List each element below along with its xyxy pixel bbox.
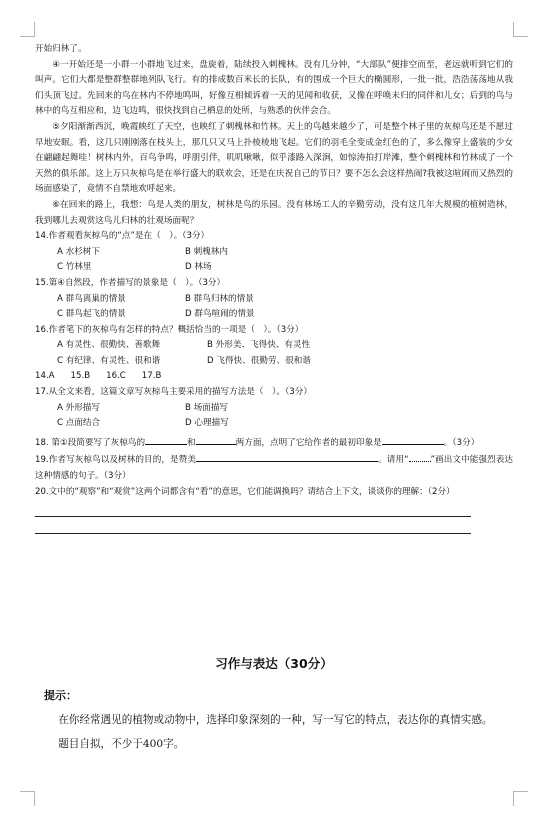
option-14-d[interactable]: D 林场 bbox=[185, 262, 212, 273]
question-18-text-2: 和 bbox=[187, 437, 196, 448]
question-14: 14.作者观看灰椋鸟的“点”是在（ ）。（3分） bbox=[35, 231, 210, 242]
question-18-blank-2[interactable] bbox=[196, 434, 236, 445]
option-15-c[interactable]: C 群鸟起飞的情景 bbox=[57, 309, 126, 320]
essay-section-title: 习作与表达（30分） bbox=[215, 656, 333, 671]
question-18-blank-1[interactable] bbox=[145, 434, 187, 445]
essay-hint-label: 提示： bbox=[44, 689, 77, 702]
question-14-options-row2 bbox=[57, 260, 513, 276]
question-15: 15.第④自然段，作者描写的景象是（ ）。（3分） bbox=[35, 277, 226, 288]
question-18-text-4: 。（3分） bbox=[443, 437, 480, 448]
question-19-text-2: 。请用“ bbox=[378, 455, 409, 466]
essay-instructions bbox=[37, 708, 515, 756]
passage-paragraph-3-end: 开始归林了。 bbox=[35, 44, 87, 54]
question-15-options-row1 bbox=[57, 292, 513, 308]
question-15-options-row2 bbox=[57, 307, 513, 323]
answer-line-1[interactable] bbox=[35, 502, 471, 517]
crop-mark-bottom-right bbox=[513, 791, 528, 806]
option-14-a[interactable]: A 水杉树下 bbox=[57, 246, 100, 257]
reading-section bbox=[35, 42, 513, 534]
passage-paragraph-4: ④一开始还是一小群一小群地飞过来，盘旋着，陆续投入刺槐林。没有几分钟，“大部队”便排空而至，老远就听到它们的叫声。它们大都是整群整群地列队飞行。有的排成数百米长的长队，有的围成一个巨大的椭圆形，一批一批，浩浩荡荡地从我们头顶飞过。先回来的鸟在林内不停地鸣叫，好像互相倾诉着一天的见闻和收获，又像在呼唤未归的同伴和儿女；后到的鸟与林中的鸟互相应和，边飞边鸣，很快找到自己栖息的处所，与熟悉的伙伴会合。 bbox=[35, 59, 513, 117]
question-17-options-row1 bbox=[57, 401, 513, 417]
essay-requirement: 题目自拟，不少于400字。 bbox=[58, 738, 185, 750]
crop-mark-top-right bbox=[513, 22, 528, 37]
option-15-d[interactable]: D 群鸟喧闹的情景 bbox=[185, 309, 255, 320]
question-19-text-3: ”画出文中能强烈表达这种情感的句子。（3分） bbox=[35, 455, 514, 482]
question-18 bbox=[35, 434, 513, 452]
answer-15: 15.B bbox=[70, 371, 91, 382]
question-17-options-row2 bbox=[57, 416, 513, 432]
wavy-line-icon bbox=[409, 453, 431, 462]
question-20: 20.文中的“观察”和“观赏”这两个词都含有“看”的意思，它们能调换吗？请结合上下文，谈谈你的理解：（2分） bbox=[35, 486, 455, 497]
option-17-c[interactable]: C 点面结合 bbox=[57, 418, 101, 429]
question-19-blank[interactable] bbox=[196, 451, 378, 462]
option-15-b[interactable]: B 群鸟归林的情景 bbox=[185, 293, 254, 304]
option-15-a[interactable]: A 群鸟离巢的情景 bbox=[57, 293, 126, 304]
question-16-options-row2 bbox=[57, 354, 513, 370]
option-16-c[interactable]: C 有纪律、有灵性、很和谐 bbox=[57, 355, 161, 366]
question-19 bbox=[35, 451, 513, 484]
question-16: 16.作者笔下的灰椋鸟有怎样的特点？概括恰当的一项是（ ）。（3分） bbox=[35, 324, 304, 335]
question-16-options-row1 bbox=[57, 338, 513, 354]
question-18-text-1: 18. 第①段简要写了灰椋鸟的 bbox=[35, 437, 146, 448]
option-14-b[interactable]: B 刺槐林内 bbox=[185, 246, 229, 257]
answer-17: 17.B bbox=[141, 371, 162, 382]
answer-line-2[interactable] bbox=[35, 519, 471, 534]
answer-14: 14.A bbox=[35, 371, 55, 382]
option-16-b[interactable]: B 外形美、飞得快、有灵性 bbox=[207, 340, 311, 351]
question-14-options-row1 bbox=[57, 245, 513, 261]
question-19-text-1: 19.作者写灰椋鸟以及树林的目的，是赞美 bbox=[35, 455, 197, 466]
answer-16: 16.C bbox=[106, 371, 126, 382]
question-18-text-3: 两方面，点明了它给作者的最初印象是 bbox=[235, 437, 382, 448]
question-17: 17.从全文来看，这篇文章写灰椋鸟主要采用的描写方法是（ ）。（3分） bbox=[35, 387, 312, 398]
passage-paragraph-5: ⑤夕阳渐渐西沉，晚霞映红了天空，也映红了刺槐林和竹林。天上的鸟越来越少了，可是整个林子里的灰椋鸟还是不愿过早地安眠。看，这几只刚刚落在枝头上，那几只又马上扑棱棱地飞起。它们的羽毛全变成金红色的了，多么像穿上盛装的少女在翩翩起舞哇！树林内外，百鸟争鸣，呼朋引伴，叽叽啾啾，似乎漆路入深涧，如惊涛拍打岸滩，整个刺槐林和竹林成了一个天然的俱乐部。这上万只灰椋鸟是在举行盛大的联欢会，还是在庆祝自己的节日？要不怎么会这样热闹?我被这喧闹而又热烈的场面感染了，竟情不自禁地欢呼起来。 bbox=[35, 121, 513, 195]
option-17-a[interactable]: A 外形描写 bbox=[57, 402, 100, 413]
option-16-a[interactable]: A 有灵性、很勤快、善歌舞 bbox=[57, 340, 161, 351]
option-17-b[interactable]: B 场面描写 bbox=[185, 402, 229, 413]
option-17-d[interactable]: D 心理描写 bbox=[185, 418, 229, 429]
crop-mark-top-left bbox=[20, 22, 35, 37]
essay-prompt: 在你经常遇见的植物或动物中，选择印象深刻的一种，写一写它的特点，表达你的真情实感。 bbox=[58, 714, 493, 726]
question-18-blank-3[interactable] bbox=[382, 434, 444, 445]
passage-paragraph-6: ⑥在回来的路上，我想：鸟是人类的朋友，树林是鸟的乐园。没有林场工人的辛勤劳动，没有这几年大规模的植树造林，我到哪儿去观赏这鸟儿归林的壮观场面呢？ bbox=[35, 199, 513, 226]
crop-mark-bottom-left bbox=[20, 791, 35, 806]
option-14-c[interactable]: C 竹林里 bbox=[57, 262, 92, 273]
answer-key bbox=[35, 369, 513, 385]
option-16-d[interactable]: D 飞得快、很勤劳、很和谐 bbox=[207, 355, 311, 366]
